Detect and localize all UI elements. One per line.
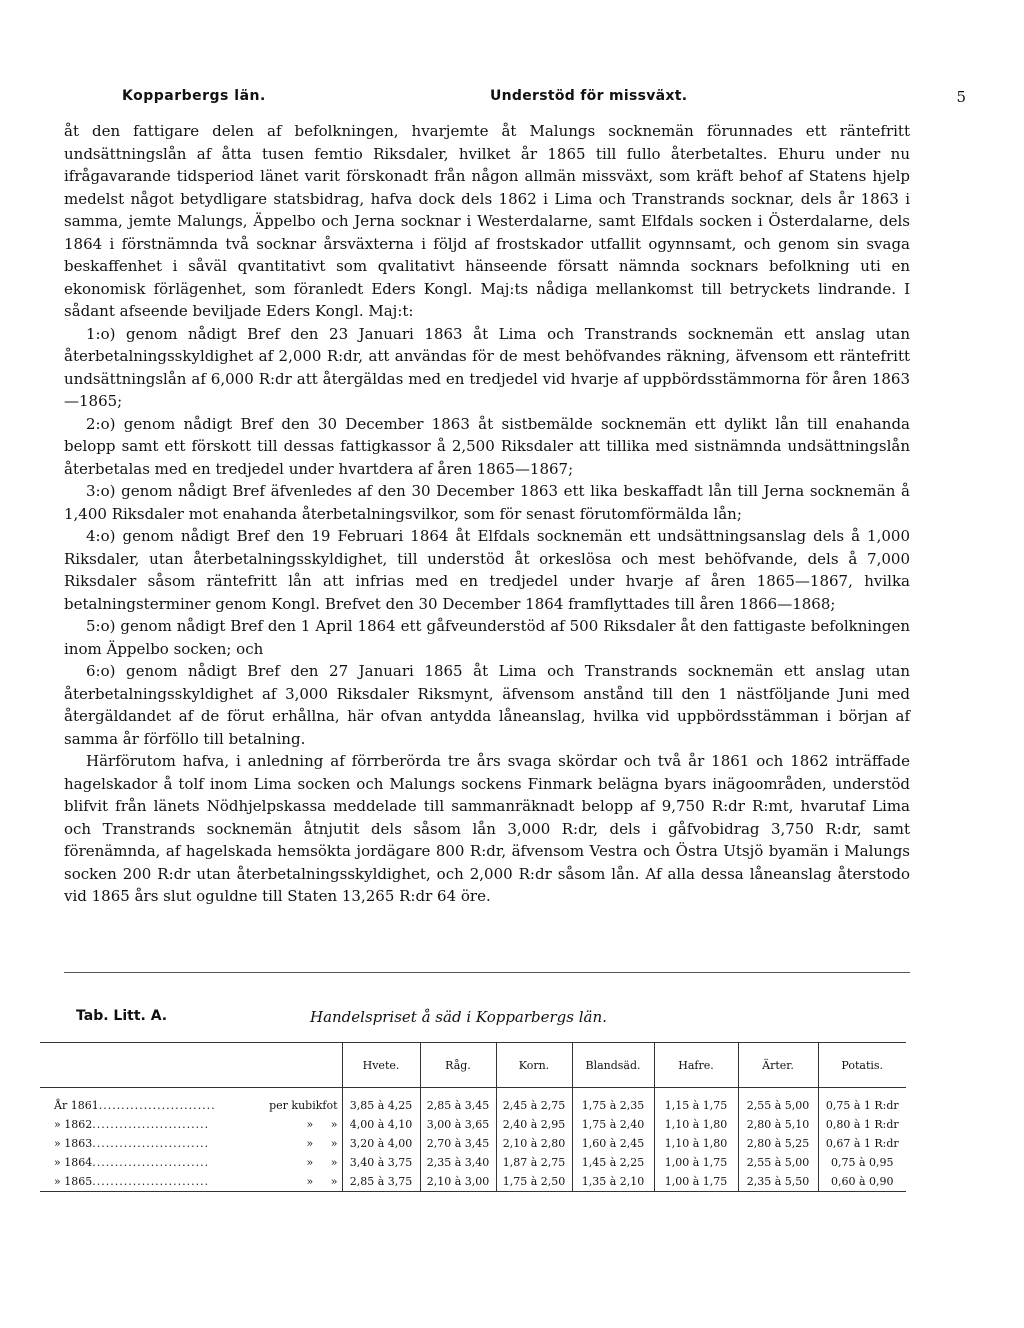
row-unit: per kubikfot [269, 1099, 338, 1112]
body-text [64, 120, 910, 908]
cell-potatis: 0,60 à 0,90 [818, 1172, 906, 1192]
cell-hafre: 1,10 à 1,80 [654, 1134, 738, 1153]
cell-potatis: 0,80 à 1 R:dr [818, 1115, 906, 1134]
cell-hvete: 4,00 à 4,10 [342, 1115, 420, 1134]
row-year: » 1863.......................... [54, 1137, 210, 1150]
cell-arter: 2,80 à 5,10 [738, 1115, 818, 1134]
paragraph-item-5: 5:o) genom nådigt Bref den 1 April 1864 ett gåfveunderstöd af 500 Riksdaler åt den fattigaste befolkningen inom Äppelbo socken; och [64, 617, 910, 658]
table-row [40, 1172, 906, 1192]
header-county: Kopparbergs län. [122, 88, 266, 104]
paragraph-item-4: 4:o) genom nådigt Bref den 19 Februari 1864 åt Elfdals socknemän ett undsättningsanslag dels å 1,000 Riksdaler, utan återbetalningsskyldighet, till understöd åt orkeslösa och mest behöfvande, dels å 7,000 Riksdaler såsom räntefritt lån att infrias med en tredjedel under hvarje af åren 1865—1867, hvilka betalningsterminer genom Kongl. Brefvet den 30 December 1864 framflyttades till åren 1866—1868; [64, 527, 910, 613]
paragraph-item-3: 3:o) genom nådigt Bref äfvenledes af den 30 December 1863 ett lika beskaffadt lån till Jerna socknemän å 1,400 Riksdaler mot enahanda återbetalningsvilkor, som för senast förutomförmälda lån; [64, 482, 910, 523]
column-hvete: Hvete. [342, 1043, 420, 1088]
cell-blandsad: 1,75 à 2,35 [572, 1096, 654, 1115]
cell-arter: 2,55 à 5,00 [738, 1096, 818, 1115]
table-row [40, 1134, 906, 1153]
paragraph-item-2: 2:o) genom nådigt Bref den 30 December 1863 åt sistbemälde socknemän ett dylikt lån till enahanda belopp samt ett förskott till dessas fattigkassor å 2,500 Riksdaler att tillika med sistnämnda undsättningslån återbetalas med en tredjedel under hvartdera af åren 1865—1867; [64, 414, 910, 478]
row-year: » 1865.......................... [40, 1172, 250, 1192]
cell-blandsad: 1,35 à 2,10 [572, 1172, 654, 1192]
cell-korn: 1,87 à 2,75 [496, 1153, 572, 1172]
header-unit [250, 1043, 342, 1088]
paragraph-item-6: 6:o) genom nådigt Bref den 27 Januari 1865 åt Lima och Transtrands socknemän ett anslag utan återbetalningsskyldighet af 3,000 Riksdaler Riksmynt, äfvensom anstånd till den 1 nästföljande Juni med återgäldandet af de förut erhållna, här ofvan antydda låneanslag, hvilka vid uppbördsstämman i början af samma år förföllo till betalning. [64, 662, 910, 748]
column-hafre: Hafre. [654, 1043, 738, 1088]
table-label: Tab. Litt. A. [76, 1008, 168, 1024]
cell-rag: 2,10 à 3,00 [420, 1172, 496, 1192]
cell-potatis: 0,67 à 1 R:dr [818, 1134, 906, 1153]
table-row [40, 1096, 906, 1115]
cell-arter: 2,35 à 5,50 [738, 1172, 818, 1192]
table-heading [64, 1008, 910, 1036]
cell-korn: 2,10 à 2,80 [496, 1134, 572, 1153]
cell-blandsad: 1,45 à 2,25 [572, 1153, 654, 1172]
cell-hafre: 1,10 à 1,80 [654, 1115, 738, 1134]
cell-hafre: 1,15 à 1,75 [654, 1096, 738, 1115]
cell-potatis: 0,75 à 0,95 [818, 1153, 906, 1172]
cell-potatis: 0,75 à 1 R:dr [818, 1096, 906, 1115]
cell-rag: 2,35 à 3,40 [420, 1153, 496, 1172]
cell-hvete: 2,85 à 3,75 [342, 1172, 420, 1192]
paragraph-item-1: 1:o) genom nådigt Bref den 23 Januari 1863 åt Lima och Transtrands socknemän ett anslag utan återbetalningsskyldighet af 2,000 R:dr, att användas för de mest behöfvandes räkning, äfvensom ett räntefritt undsättningslån af 6,000 R:dr att återgäldas med en tredjedel vid hvarje af uppbördsstämmorna för åren 1863—1865; [64, 324, 910, 410]
row-unit: » » [306, 1156, 338, 1169]
column-rag: Råg. [420, 1043, 496, 1088]
paragraph-hail-damage: Härförutom hafva, i anledning af förrberörda tre års svaga skördar och två år 1861 och 1862 inträffade hagelskador å tolf inom Lima socken och Malungs sockens Finmark belägna byars inägoområden, understöd blifvit från länets Nödhjelpskassa meddelade till sammanräknadt belopp af 9,750 R:dr R:mt, hvarutaf Lima och Transtrands socknemän åtnjutit dels såsom lån 3,000 R:dr, dels i gåfvobidrag 3,750 R:dr, samt förenämnda, af hagelskada hemsökta jordägare 800 R:dr, äfvensom Vestra och Östra Utsjö byamän i Malungs socken 200 R:dr utan återbetalningsskyldighet, och 2,000 R:dr såsom lån. Af alla dessa låneanslag återstodo vid 1865 års slut oguldne till Staten 13,265 R:dr 64 öre. [64, 752, 910, 905]
column-arter: Ärter. [738, 1043, 818, 1088]
row-year: » 1864.......................... [54, 1156, 210, 1169]
cell-hafre: 1,00 à 1,75 [654, 1172, 738, 1192]
column-korn: Korn. [496, 1043, 572, 1088]
cell-hvete: 3,85 à 4,25 [342, 1096, 420, 1115]
row-year: » 1862.......................... [54, 1118, 210, 1131]
column-blandsad: Blandsäd. [572, 1043, 654, 1088]
cell-hafre: 1,00 à 1,75 [654, 1153, 738, 1172]
page-number: 5 [956, 88, 966, 106]
row-unit: » » [250, 1172, 342, 1192]
running-header [122, 88, 966, 110]
header-subject: Understöd för missväxt. [490, 88, 688, 104]
cell-blandsad: 1,60 à 2,45 [572, 1134, 654, 1153]
price-table [40, 1042, 906, 1192]
section-divider [64, 972, 910, 973]
cell-arter: 2,55 à 5,00 [738, 1153, 818, 1172]
table-row [40, 1115, 906, 1134]
cell-rag: 2,85 à 3,45 [420, 1096, 496, 1115]
cell-hvete: 3,40 à 3,75 [342, 1153, 420, 1172]
cell-rag: 2,70 à 3,45 [420, 1134, 496, 1153]
row-unit: » » [306, 1118, 338, 1131]
paragraph-intro: åt den fattigare delen af befolkningen, hvarjemte åt Malungs socknemän förunnades ett räntefritt undsättningslån af åtta tusen femtio Riksdaler, hvilket år 1865 till fullo återbetaltes. Ehuru under nu ifrågavarande tidsperiod länet varit förskonadt från någon allmän missväxt, som kräft behof af Statens hjelp medelst något betydligare statsbidrag, hafva dock dels 1862 i Lima och Transtrands socknar, dels år 1863 i samma, jemte Malungs, Äppelbo och Jerna socknar i Westerdalarne, samt Elfdals socken i Österdalarne, dels 1864 i förstnämnda två socknar årsväxterna i följd af frostskador utfallit ogynnsamt, och genom sin svaga beskaffenhet i såväl qvantitativt som qvalitativt hänseende försatt nämnda socknars befolkning uti en ekonomisk förlägenhet, som föranledt Eders Kongl. Maj:ts nådiga mellankomst till betryckets lindrande. I sådant afseende beviljade Eders Kongl. Maj:t: [64, 122, 910, 320]
row-unit: » » [306, 1137, 338, 1150]
cell-hvete: 3,20 à 4,00 [342, 1134, 420, 1153]
row-year: År 1861.......................... [54, 1099, 216, 1112]
header-year [40, 1043, 250, 1088]
table-header-row [40, 1043, 906, 1088]
column-potatis: Potatis. [818, 1043, 906, 1088]
cell-rag: 3,00 à 3,65 [420, 1115, 496, 1134]
cell-blandsad: 1,75 à 2,40 [572, 1115, 654, 1134]
cell-korn: 1,75 à 2,50 [496, 1172, 572, 1192]
table-title: Handelspriset å säd i Kopparbergs län. [310, 1008, 607, 1026]
cell-arter: 2,80 à 5,25 [738, 1134, 818, 1153]
cell-korn: 2,45 à 2,75 [496, 1096, 572, 1115]
cell-korn: 2,40 à 2,95 [496, 1115, 572, 1134]
table-row [40, 1153, 906, 1172]
